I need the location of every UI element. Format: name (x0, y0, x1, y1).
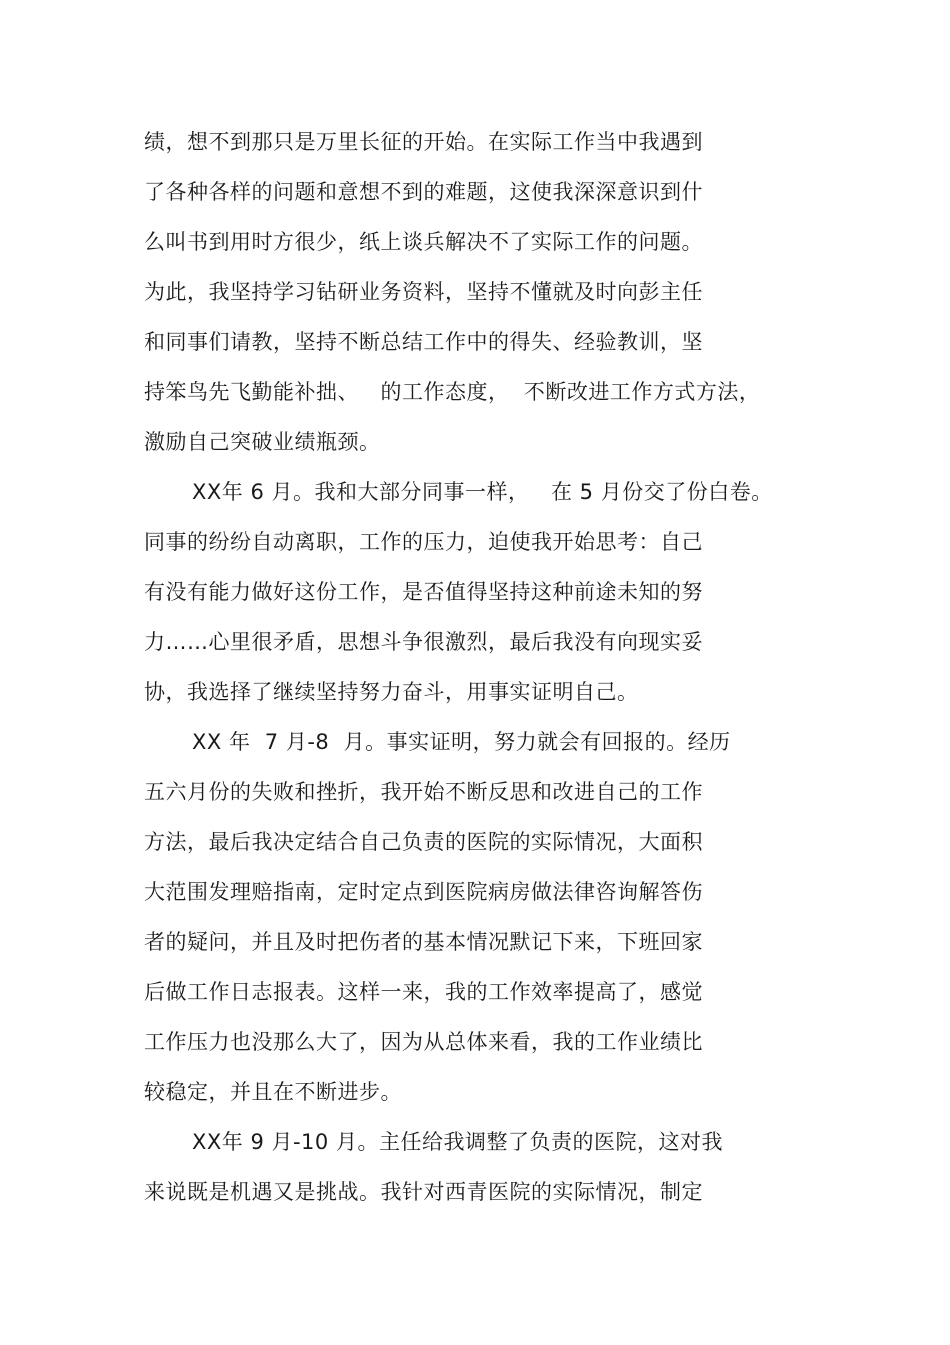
text-line: 较稳定，并且在不断进步。 (144, 1080, 402, 1104)
text-line: 力……心里很矛盾，思想斗争很激烈，最后我没有向现实妥 (144, 630, 703, 654)
text-line: 大范围发理赔指南，定时定点到医院病房做法律咨询解答伤 (144, 880, 703, 904)
text-line: 了各种各样的问题和意想不到的难题，这使我深深意识到什 (144, 180, 703, 204)
text-line: 么叫书到用时方很少，纸上谈兵解决不了实际工作的问题。 (144, 230, 703, 254)
text-line: 绩，想不到那只是万里长征的开始。在实际工作当中我遇到 (144, 130, 703, 154)
text-line: 持笨鸟先飞勤能补拙、 的工作态度， 不断改进工作方式方法， (144, 380, 761, 404)
text-line: 后做工作日志报表。这样一来，我的工作效率提高了，感觉 (144, 980, 703, 1004)
text-line: 来说既是机遇又是挑战。我针对西青医院的实际情况，制定 (144, 1180, 703, 1204)
paragraph-first-line: XX年 9 月-10 月。主任给我调整了负责的医院，这对我 (192, 1130, 723, 1154)
text-line: 工作压力也没那么大了，因为从总体来看，我的工作业绩比 (144, 1030, 703, 1054)
text-line: 方法，最后我决定结合自己负责的医院的实际情况，大面积 (144, 830, 703, 854)
text-line: 同事的纷纷自动离职，工作的压力，迫使我开始思考：自己 (144, 530, 703, 554)
text-line: 激励自己突破业绩瓶颈。 (144, 430, 381, 454)
text-line: 者的疑问，并且及时把伤者的基本情况默记下来，下班回家 (144, 930, 703, 954)
text-line: 五六月份的失败和挫折，我开始不断反思和改进自己的工作 (144, 780, 703, 804)
text-line: 和同事们请教，坚持不断总结工作中的得失、经验教训，坚 (144, 330, 703, 354)
paragraph-first-line: XX 年 7 月-8 月。事实证明，努力就会有回报的。经历 (192, 730, 731, 754)
text-line: 为此，我坚持学习钻研业务资料，坚持不懂就及时向彭主任 (144, 280, 703, 304)
paragraph-first-line: XX年 6 月。我和大部分同事一样， 在 5 月份交了份白卷。 (192, 480, 773, 504)
text-line: 协，我选择了继续坚持努力奋斗，用事实证明自己。 (144, 680, 639, 704)
text-line: 有没有能力做好这份工作，是否值得坚持这种前途未知的努 (144, 580, 703, 604)
